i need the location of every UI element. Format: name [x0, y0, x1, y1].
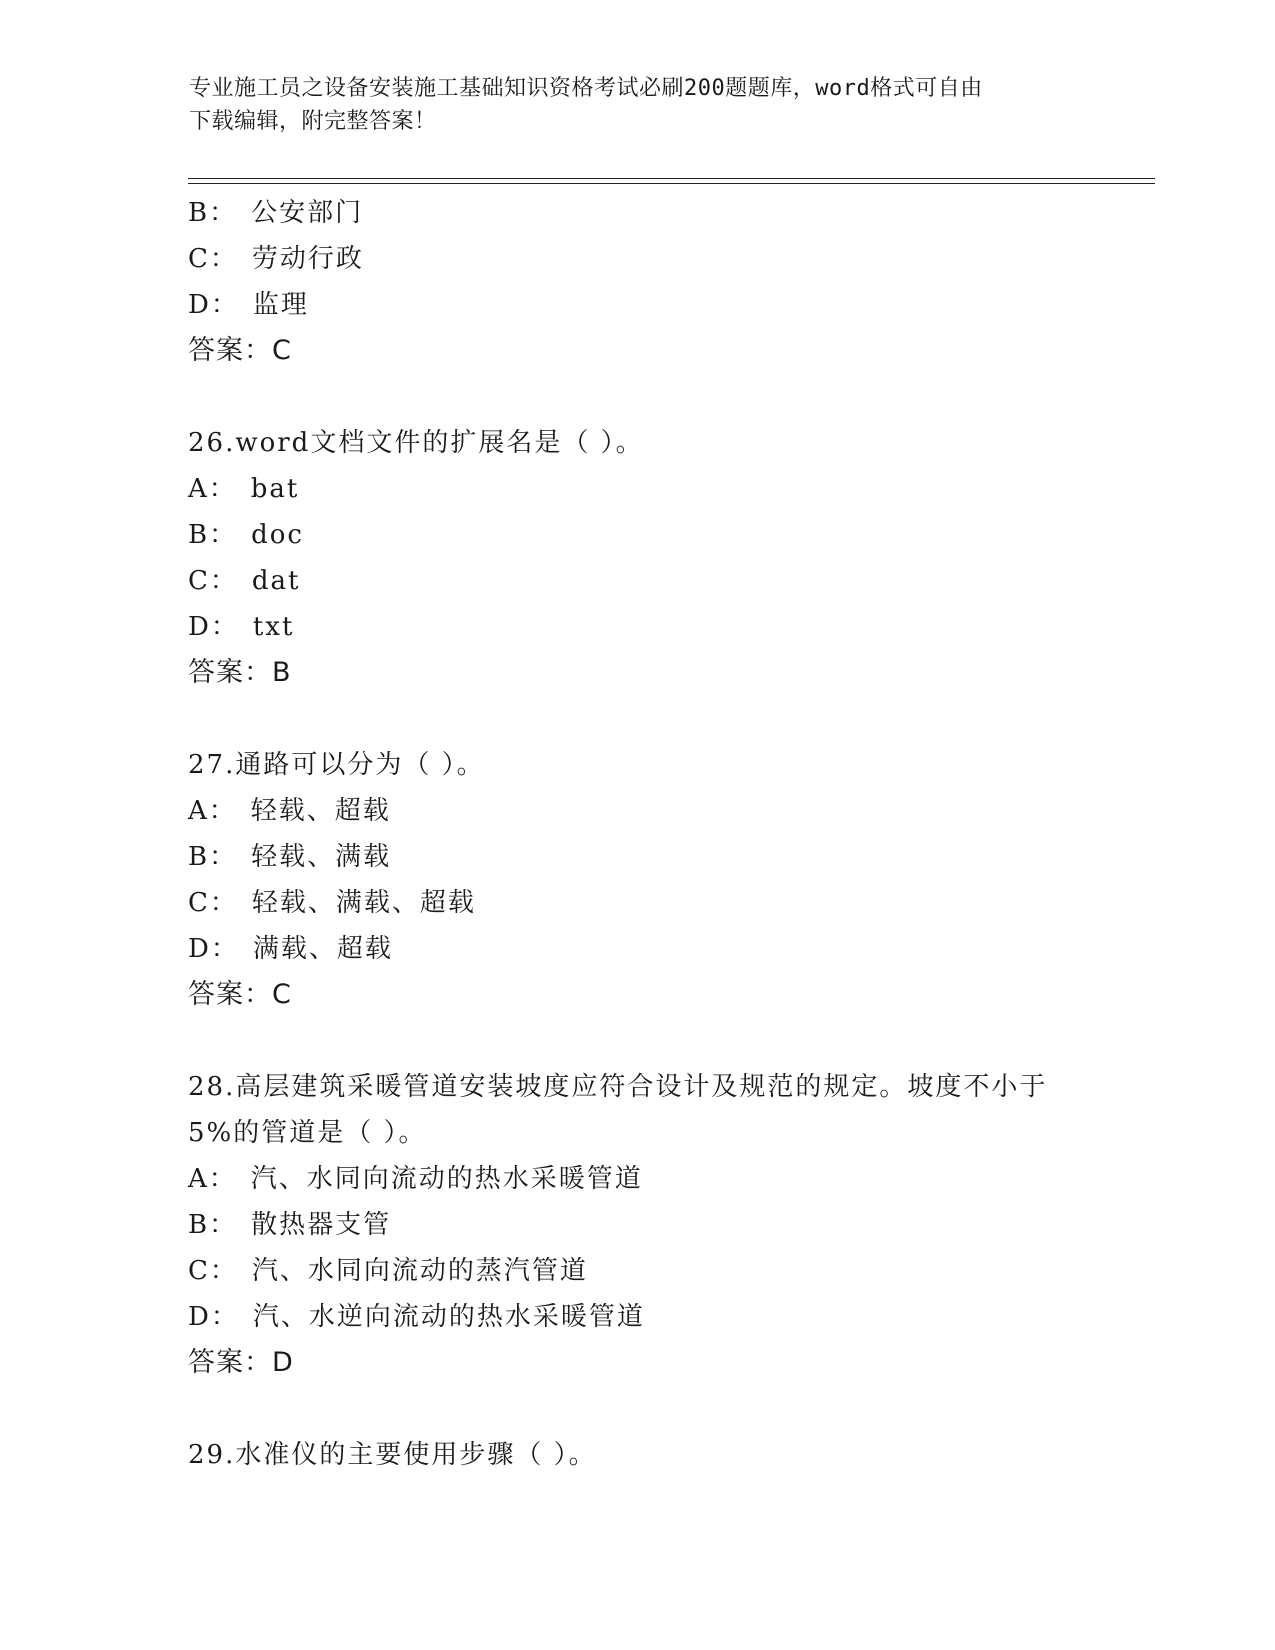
header-title-line-2: 下载编辑，附完整答案！: [189, 109, 437, 134]
option-text: 汽、水逆向流动的热水采暖管道: [252, 1302, 645, 1332]
option-a: [188, 466, 1088, 512]
option-key: B：: [188, 198, 238, 228]
spacer: [188, 696, 1088, 742]
option-key: D：: [188, 612, 239, 642]
question-text: 26.word文档文件的扩展名是（ ）。: [188, 428, 644, 458]
answer-line: [188, 650, 1088, 696]
option-key: B：: [188, 520, 238, 550]
question-block-25: [188, 190, 1088, 374]
option-c: [188, 236, 1088, 282]
option-key: C：: [188, 1256, 238, 1286]
spacer: [188, 1018, 1088, 1064]
answer-value: D: [272, 1347, 294, 1378]
answer-label: 答案：: [188, 979, 272, 1010]
answer-label: 答案：: [188, 657, 272, 688]
option-text: bat: [250, 474, 300, 504]
option-b: [188, 1202, 1088, 1248]
option-d: [188, 604, 1088, 650]
option-key: A：: [188, 1164, 237, 1194]
option-a: [188, 1156, 1088, 1202]
option-text: 轻载、满载: [251, 842, 392, 872]
option-c: [188, 880, 1088, 926]
header-title-line-1: 专业施工员之设备安装施工基础知识资格考试必刷200题题库，word格式可自由: [189, 76, 983, 101]
answer-label: 答案：: [188, 1347, 272, 1378]
answer-line: [188, 1340, 1088, 1386]
option-key: D：: [188, 1302, 239, 1332]
answer-line: [188, 328, 1088, 374]
option-key: B：: [188, 1210, 238, 1240]
option-d: [188, 926, 1088, 972]
option-key: C：: [188, 566, 238, 596]
option-text: 监理: [252, 290, 309, 320]
option-text: 满载、超载: [252, 934, 393, 964]
option-text: 公安部门: [251, 198, 364, 228]
option-d: [188, 1294, 1088, 1340]
question-block-29: [188, 1432, 1088, 1478]
option-key: C：: [188, 244, 238, 274]
option-key: B：: [188, 842, 238, 872]
option-key: C：: [188, 888, 238, 918]
option-text: 劳动行政: [251, 244, 364, 274]
option-b: [188, 834, 1088, 880]
option-d: [188, 282, 1088, 328]
question-text-line-1: 28.高层建筑采暖管道安装坡度应符合设计及规范的规定。坡度不小于: [188, 1072, 1048, 1102]
option-text: 汽、水同向流动的热水采暖管道: [250, 1164, 643, 1194]
question-block-26: [188, 420, 1088, 696]
option-key: D：: [188, 934, 239, 964]
option-text: txt: [252, 612, 295, 642]
option-key: D：: [188, 290, 239, 320]
answer-value: B: [272, 657, 292, 688]
spacer: [188, 374, 1088, 420]
answer-value: C: [272, 979, 292, 1010]
option-c: [188, 558, 1088, 604]
question-text: 27.通路可以分为（ ）。: [188, 750, 485, 780]
question-block-28: [188, 1064, 1088, 1386]
header-divider-top: [188, 178, 1155, 179]
option-b: [188, 190, 1088, 236]
document-header: [189, 72, 1089, 138]
header-divider-bottom: [188, 183, 1155, 184]
option-text: 轻载、超载: [250, 796, 391, 826]
option-key: A：: [188, 474, 237, 504]
option-text: doc: [251, 520, 304, 550]
question-list: [188, 190, 1088, 1478]
answer-value: C: [272, 335, 292, 366]
spacer: [188, 1386, 1088, 1432]
option-text: 散热器支管: [251, 1210, 392, 1240]
option-text: 轻载、满载、超载: [251, 888, 476, 918]
answer-label: 答案：: [188, 335, 272, 366]
question-block-27: [188, 742, 1088, 1018]
option-text: 汽、水同向流动的蒸汽管道: [251, 1256, 588, 1286]
option-a: [188, 788, 1088, 834]
option-key: A：: [188, 796, 237, 826]
answer-line: [188, 972, 1088, 1018]
question-text: 29.水准仪的主要使用步骤（ ）。: [188, 1440, 597, 1470]
option-text: dat: [251, 566, 301, 596]
question-text-line-2: 5%的管道是（ ）。: [188, 1118, 427, 1148]
option-b: [188, 512, 1088, 558]
option-c: [188, 1248, 1088, 1294]
